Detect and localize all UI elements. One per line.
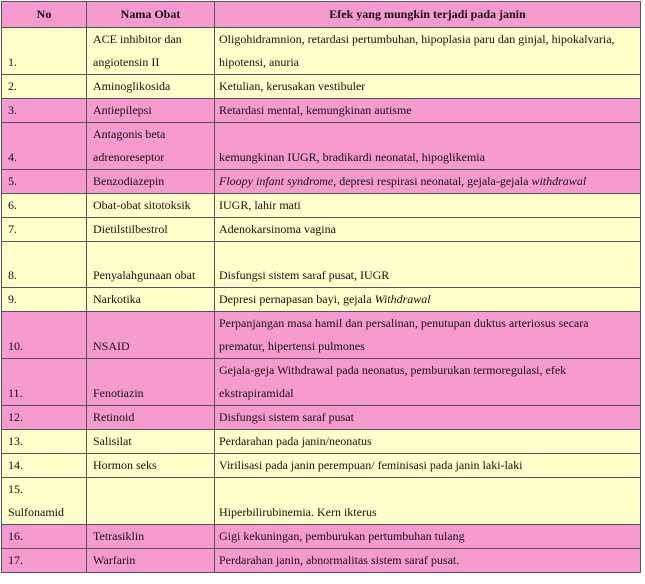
header-no: No — [2, 2, 87, 28]
effect-text: Disfungsi sistem saraf pusat, IUGR — [215, 242, 641, 288]
row-number: 11. — [2, 359, 87, 406]
drug-name: Aminoglikosida — [87, 75, 215, 99]
row-number: 10. — [2, 312, 87, 359]
row-number: 6. — [2, 194, 87, 218]
table-row — [2, 359, 641, 406]
table-row — [2, 454, 641, 478]
row-number: 5. — [2, 170, 87, 194]
table-row — [2, 75, 641, 99]
table-row — [2, 218, 641, 242]
effect-text: Virilisasi pada janin perempuan/ feminisasi pada janin laki-laki — [215, 454, 641, 478]
effect-text: Gejala-geja Withdrawal pada neonatus, pemburukan termoregulasi, efek ekstrapiramidal — [215, 359, 641, 406]
row-number: 16. — [2, 525, 87, 549]
row-number: 3. — [2, 99, 87, 123]
drug-name: Narkotika — [87, 288, 215, 312]
row-number: 4. — [2, 123, 87, 170]
effect-text: Perdarahan pada janin/neonatus — [215, 430, 641, 454]
table-row — [2, 525, 641, 549]
table-row — [2, 123, 641, 170]
row-number: 2. — [2, 75, 87, 99]
table-row — [2, 28, 641, 75]
drug-name: Obat-obat sitotoksik — [87, 194, 215, 218]
row-number: 14. — [2, 454, 87, 478]
effect-text: Perdarahan janin, abnormalitas sistem saraf pusat. — [215, 549, 641, 573]
effect-text-part: Depresi pernapasan bayi, gejala — [219, 292, 375, 306]
effect-text: Hiperbilirubinemia. Kern ikterus — [215, 478, 641, 525]
table-row — [2, 406, 641, 430]
drug-name: Retinoid — [87, 406, 215, 430]
drug-name: Salisilat — [87, 430, 215, 454]
table-row — [2, 478, 641, 525]
table-row — [2, 430, 641, 454]
drug-name: Dietilstilbestrol — [87, 218, 215, 242]
effect-italic-term: Floopy infant syndrome — [219, 174, 334, 188]
row-number: 12. — [2, 406, 87, 430]
effect-italic-term: Withdrawal — [374, 292, 431, 306]
row-number: 8. — [2, 242, 87, 288]
effect-text: Disfungsi sistem saraf pusat — [215, 406, 641, 430]
table-row — [2, 99, 641, 123]
effect-text — [215, 288, 641, 312]
effect-text-part: , depresi respirasi neonatal, gejala-gejala — [333, 174, 532, 188]
effect-text: Ketulian, kerusakan vestibuler — [215, 75, 641, 99]
drug-name: Warfarin — [87, 549, 215, 573]
effect-text: Oligohidramnion, retardasi pertumbuhan, hipoplasia paru dan ginjal, hipokalvaria, hipotensi, anuria — [215, 28, 641, 75]
table-row — [2, 242, 641, 288]
effect-text: kemungkinan IUGR, bradikardi neonatal, hipoglikemia — [215, 123, 641, 170]
drug-name-empty — [87, 478, 215, 525]
drug-name: Hormon seks — [87, 454, 215, 478]
drug-name: Antiepilepsi — [87, 99, 215, 123]
effect-text: Perpanjangan masa hamil dan persalinan, penutupan duktus arteriosus secara prematur, hipertensi pulmones — [215, 312, 641, 359]
table-row — [2, 170, 641, 194]
row-number: 17. — [2, 549, 87, 573]
effect-text — [215, 170, 641, 194]
drug-name: Penyalahgunaan obat — [87, 242, 215, 288]
table-row — [2, 312, 641, 359]
effect-text: Adenokarsinoma vagina — [215, 218, 641, 242]
drug-name: NSAID — [87, 312, 215, 359]
table-row — [2, 288, 641, 312]
drug-name: Fenotiazin — [87, 359, 215, 406]
row-number: 13. — [2, 430, 87, 454]
drug-effects-table — [1, 1, 641, 573]
drug-name: Benzodiazepin — [87, 170, 215, 194]
table-row — [2, 194, 641, 218]
effect-text: Gigi kekuningan, pemburukan pertumbuhan tulang — [215, 525, 641, 549]
effect-italic-term: withdrawal — [531, 174, 587, 188]
drug-name: Antagonis beta adrenoreseptor — [87, 123, 215, 170]
row-number: 1. — [2, 28, 87, 75]
row-number: 15. — [8, 482, 23, 496]
row-number-and-drug — [2, 478, 87, 525]
header-effect: Efek yang mungkin terjadi pada janin — [215, 2, 641, 28]
row-number: 7. — [2, 218, 87, 242]
drug-name: Tetrasiklin — [87, 525, 215, 549]
table-header-row — [2, 2, 641, 28]
row-number: 9. — [2, 288, 87, 312]
drug-name: Sulfonamid — [8, 505, 64, 519]
drug-name: ACE inhibitor dan angiotensin II — [87, 28, 215, 75]
table-row — [2, 549, 641, 573]
header-drug-name: Nama Obat — [87, 2, 215, 28]
effect-text: IUGR, lahir mati — [215, 194, 641, 218]
effect-text: Retardasi mental, kemungkinan autisme — [215, 99, 641, 123]
